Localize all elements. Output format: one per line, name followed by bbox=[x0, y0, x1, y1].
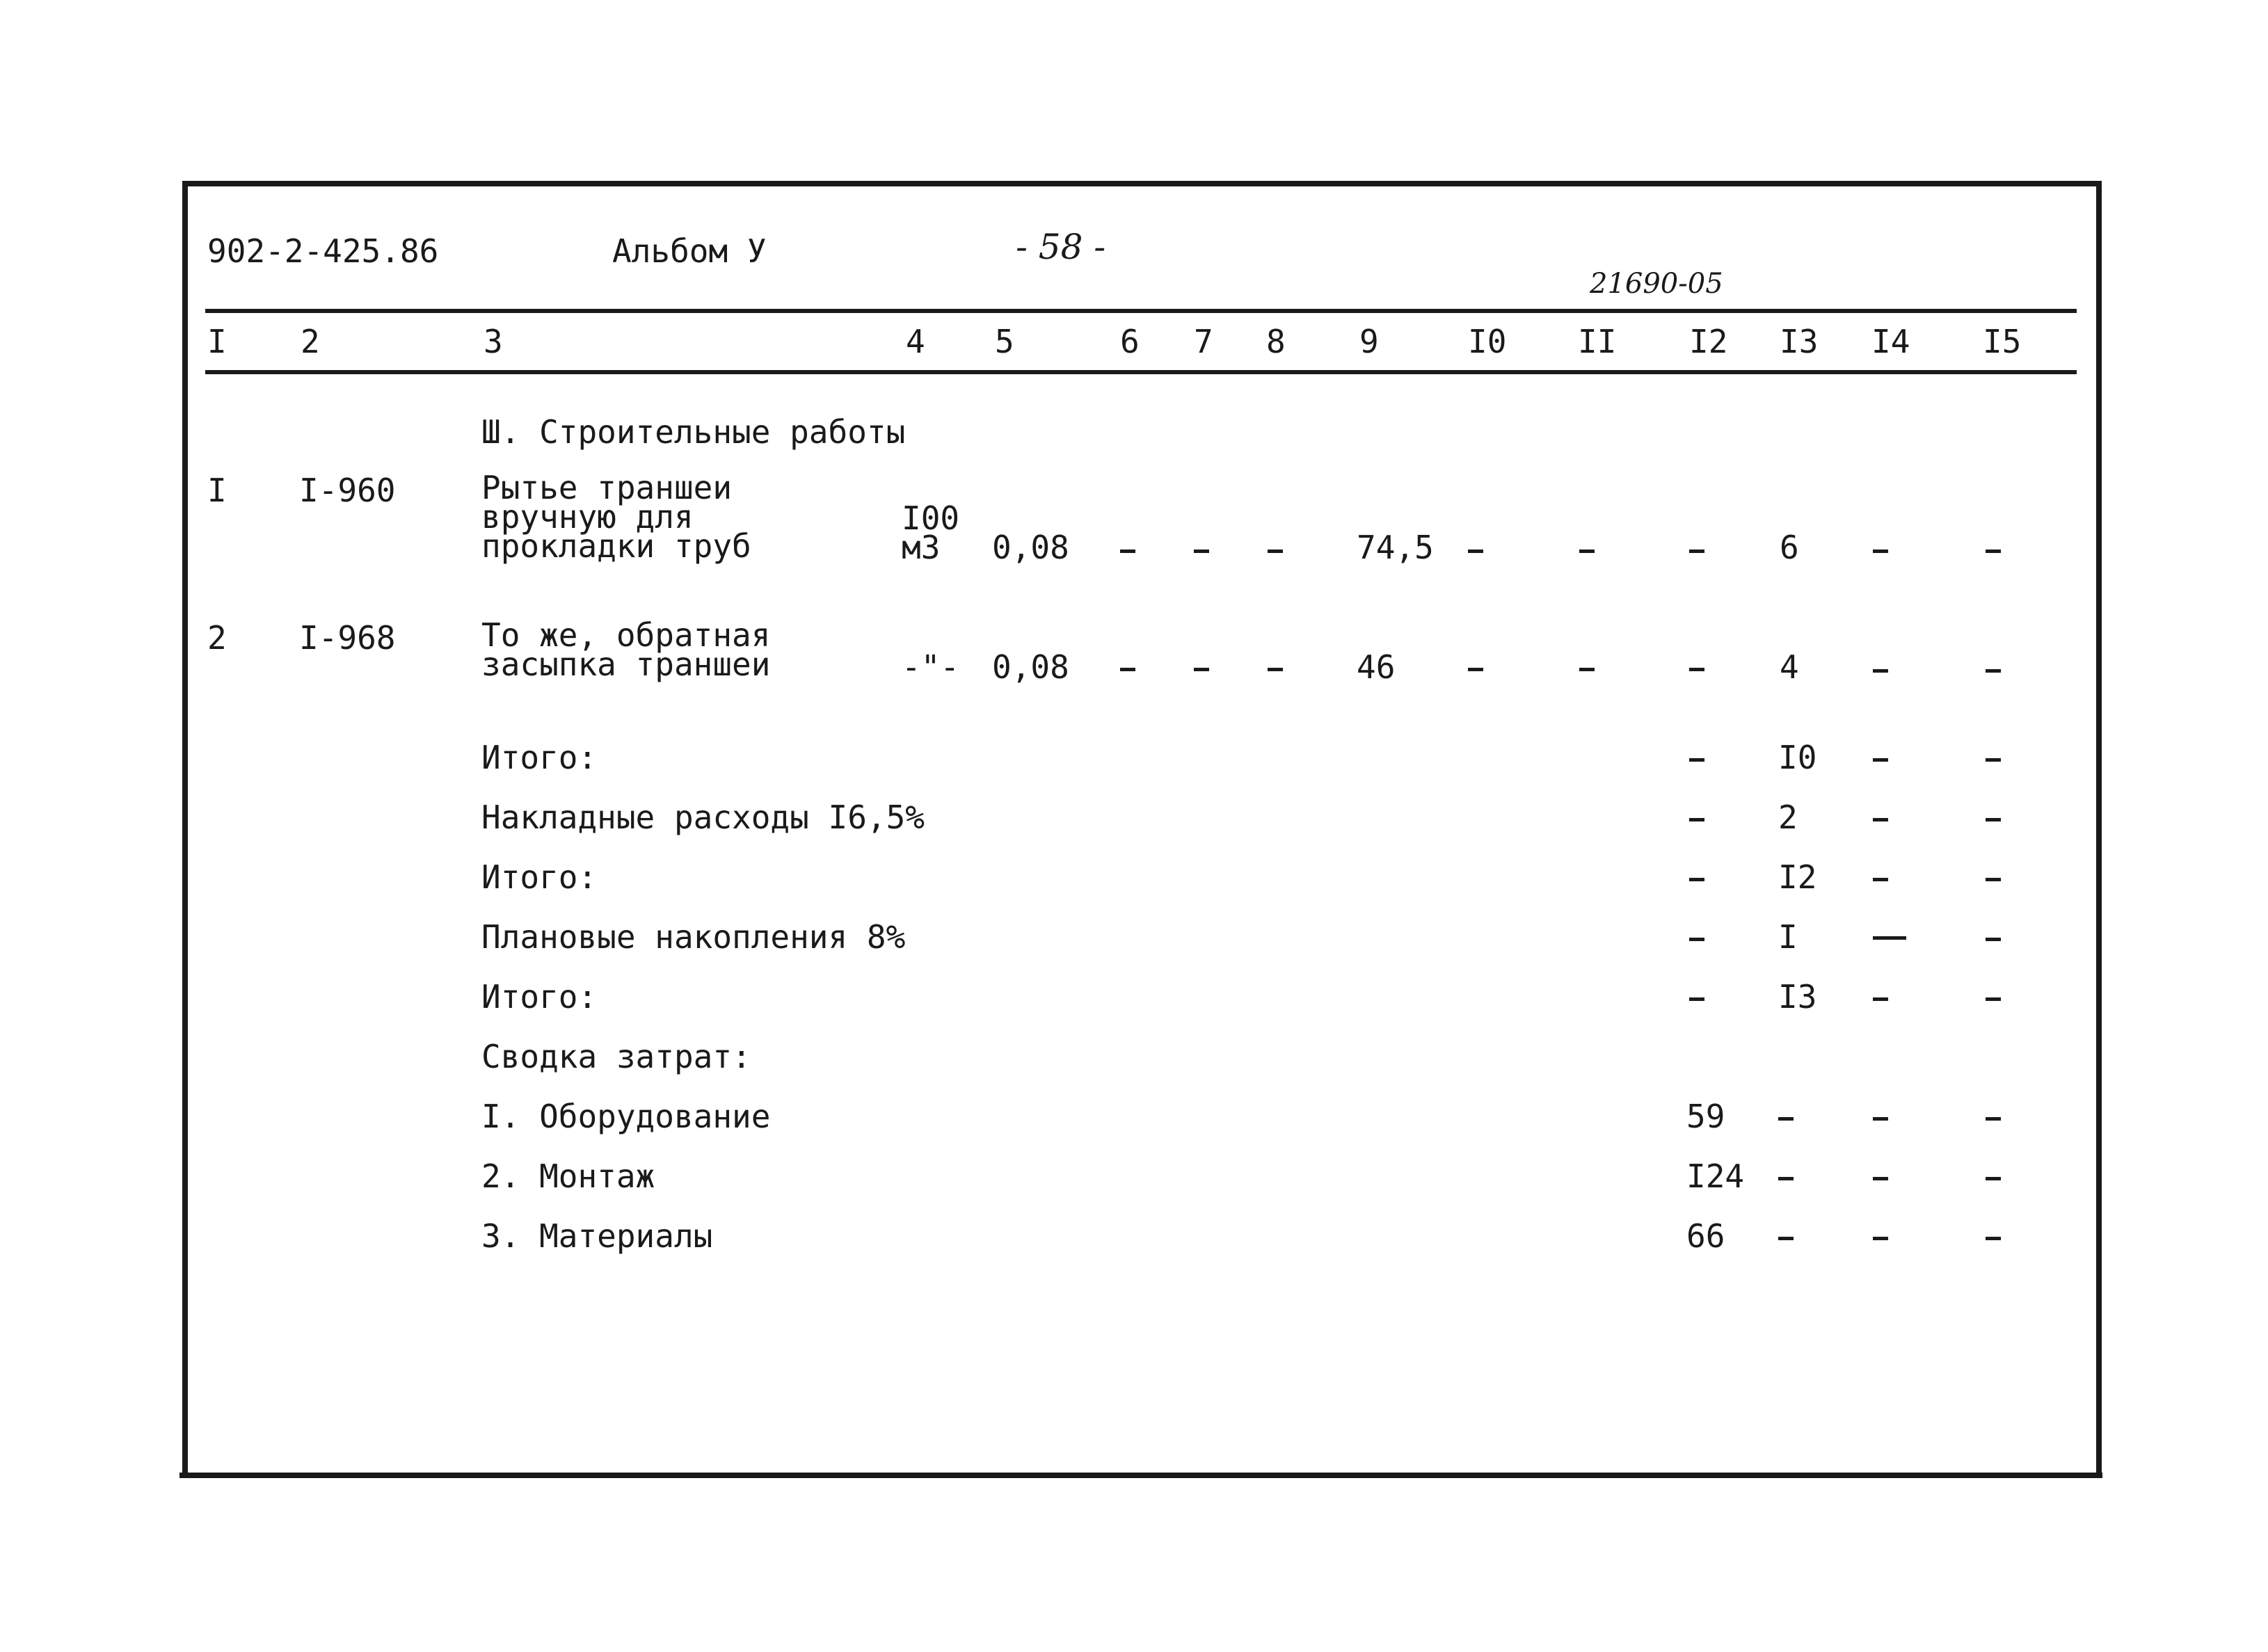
col-header-5: 5 bbox=[995, 323, 1014, 360]
value-col9: 46 bbox=[1357, 648, 1396, 686]
dash-col14 bbox=[1873, 1177, 1888, 1180]
quantity: 0,08 bbox=[992, 529, 1069, 566]
dash-col11 bbox=[1579, 550, 1595, 553]
dash-col10 bbox=[1468, 550, 1483, 553]
page-number: - 58 - bbox=[1016, 227, 1106, 267]
header-rule-bottom bbox=[205, 370, 2077, 374]
dash-col11 bbox=[1579, 668, 1595, 671]
summary-col13: I bbox=[1778, 918, 1798, 956]
cost-label: 3. Материалы bbox=[481, 1217, 713, 1255]
col-header-1: I bbox=[207, 323, 227, 360]
inventory-number: 21690-05 bbox=[1590, 268, 1723, 300]
dash-col14 bbox=[1873, 669, 1888, 673]
dash-col12 bbox=[1689, 878, 1704, 881]
dash-col13 bbox=[1778, 1117, 1794, 1121]
dash-col15 bbox=[1986, 878, 2001, 881]
frame-bottom-border bbox=[179, 1473, 2102, 1478]
cost-col12: I24 bbox=[1686, 1157, 1745, 1195]
dash-col14 bbox=[1873, 818, 1888, 821]
col-header-4: 4 bbox=[906, 323, 925, 360]
summary-label: Итого: bbox=[481, 739, 598, 776]
dash-col15 bbox=[1986, 818, 2001, 821]
dash-col14 bbox=[1873, 1237, 1888, 1240]
col-header-11: II bbox=[1578, 323, 1617, 360]
summary-label: Плановые накопления 8% bbox=[481, 918, 906, 956]
rate-code: I-960 bbox=[299, 472, 396, 509]
section-title: Ш. Строительные работы bbox=[481, 413, 906, 451]
dash-col15 bbox=[1986, 669, 2001, 673]
col-header-13: I3 bbox=[1780, 323, 1819, 360]
col-header-15: I5 bbox=[1983, 323, 2022, 360]
dash-col12 bbox=[1689, 668, 1704, 671]
unit-line1: I00 bbox=[902, 499, 960, 537]
dash-col12 bbox=[1689, 550, 1704, 553]
dash-col15 bbox=[1986, 1117, 2001, 1121]
unit: -"- bbox=[902, 648, 960, 686]
quantity: 0,08 bbox=[992, 648, 1069, 686]
dash-col12 bbox=[1689, 758, 1704, 762]
summary-col13: I3 bbox=[1778, 978, 1817, 1016]
summary-col13: I2 bbox=[1778, 858, 1817, 896]
cost-label: I. Оборудование bbox=[481, 1098, 771, 1135]
dash-col6 bbox=[1120, 668, 1135, 671]
cost-summary-title: Сводка затрат: bbox=[481, 1038, 751, 1075]
dash-col12 bbox=[1689, 997, 1704, 1001]
cost-col12: 66 bbox=[1686, 1217, 1725, 1255]
dash-col14 bbox=[1873, 997, 1888, 1001]
col-header-9: 9 bbox=[1359, 323, 1379, 360]
frame-left-border bbox=[182, 181, 188, 1478]
col-header-10: I0 bbox=[1468, 323, 1507, 360]
dash-col8 bbox=[1268, 550, 1283, 553]
col-header-12: I2 bbox=[1689, 323, 1728, 360]
dash-col13 bbox=[1778, 1237, 1794, 1240]
header-rule-top bbox=[205, 309, 2077, 313]
value-col13: 4 bbox=[1780, 648, 1799, 686]
dash-col14 bbox=[1873, 758, 1888, 762]
album-label: Альбом У bbox=[612, 232, 767, 270]
col-header-2: 2 bbox=[301, 323, 320, 360]
dash-col13 bbox=[1778, 1177, 1794, 1180]
document-code: 902-2-425.86 bbox=[207, 232, 439, 270]
dash-col6 bbox=[1120, 550, 1135, 553]
frame-right-border bbox=[2096, 181, 2102, 1478]
summary-col13: 2 bbox=[1778, 799, 1798, 836]
summary-col13: I0 bbox=[1778, 739, 1817, 776]
row-number: I bbox=[207, 472, 227, 509]
cost-col12: 59 bbox=[1686, 1098, 1725, 1135]
dash-col7 bbox=[1194, 668, 1209, 671]
unit-line2: м3 bbox=[902, 529, 941, 566]
dash-col7 bbox=[1194, 550, 1209, 553]
dash-col14 bbox=[1873, 878, 1888, 881]
dash-col15 bbox=[1986, 1237, 2001, 1240]
frame-top-border bbox=[182, 181, 2101, 186]
dash-col14 bbox=[1873, 1117, 1888, 1121]
work-description: То же, обратная засыпка траншеи bbox=[481, 616, 771, 683]
dash-col14 bbox=[1873, 936, 1906, 940]
col-header-3: 3 bbox=[484, 323, 503, 360]
value-col13: 6 bbox=[1780, 529, 1799, 566]
dash-col15 bbox=[1986, 550, 2001, 553]
dash-col10 bbox=[1468, 668, 1483, 671]
dash-col15 bbox=[1986, 938, 2001, 941]
dash-col15 bbox=[1986, 758, 2001, 762]
dash-col14 bbox=[1873, 550, 1888, 553]
col-header-8: 8 bbox=[1266, 323, 1286, 360]
col-header-14: I4 bbox=[1871, 323, 1910, 360]
summary-label: Итого: bbox=[481, 858, 598, 896]
dash-col12 bbox=[1689, 938, 1704, 941]
dash-col15 bbox=[1986, 997, 2001, 1001]
row-number: 2 bbox=[207, 619, 227, 657]
summary-label: Накладные расходы I6,5% bbox=[481, 799, 925, 836]
dash-col15 bbox=[1986, 1177, 2001, 1180]
col-header-6: 6 bbox=[1120, 323, 1140, 360]
col-header-7: 7 bbox=[1194, 323, 1213, 360]
dash-col12 bbox=[1689, 818, 1704, 821]
summary-label: Итого: bbox=[481, 978, 598, 1016]
dash-col8 bbox=[1268, 668, 1283, 671]
value-col9: 74,5 bbox=[1357, 529, 1434, 566]
rate-code: I-968 bbox=[299, 619, 396, 657]
work-description: Рытье траншеи вручную для прокладки труб bbox=[481, 469, 751, 565]
cost-label: 2. Монтаж bbox=[481, 1157, 655, 1195]
